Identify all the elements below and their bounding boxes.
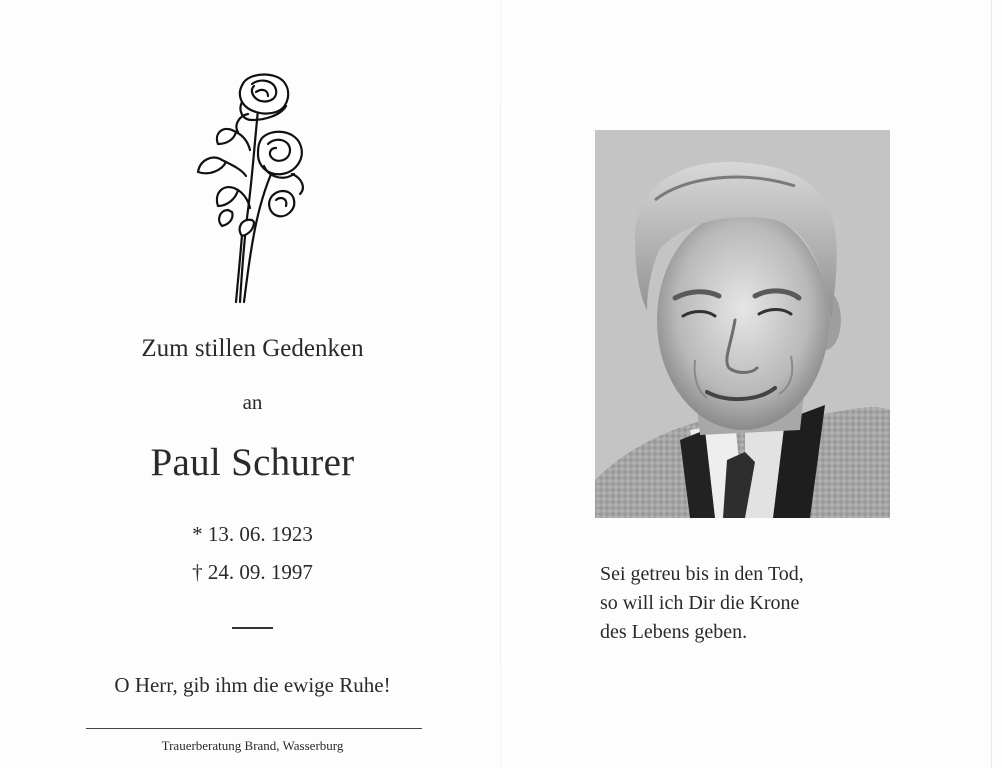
footer-divider xyxy=(86,728,422,729)
portrait-photo xyxy=(595,130,890,518)
card-edge xyxy=(991,0,992,768)
quote-line: so will ich Dir die Krone xyxy=(600,592,800,614)
quote-line: Sei getreu bis in den Tod, xyxy=(600,563,804,585)
prayer-text: O Herr, gib ihm die ewige Ruhe! xyxy=(114,673,391,697)
memorial-connector: an xyxy=(242,390,263,414)
quote-line: des Lebens geben. xyxy=(600,621,748,643)
death-date: † 24. 09. 1997 xyxy=(192,560,313,584)
rose-icon xyxy=(192,70,312,308)
memorial-heading: Zum stillen Gedenken xyxy=(141,335,364,362)
birth-date: * 13. 06. 1923 xyxy=(192,522,313,546)
card-fold xyxy=(500,0,501,768)
deceased-name: Paul Schurer xyxy=(150,441,355,484)
bible-quote xyxy=(600,560,900,647)
funeral-home-credit: Trauerberatung Brand, Wasserburg xyxy=(161,738,344,753)
divider-dash xyxy=(232,627,273,629)
